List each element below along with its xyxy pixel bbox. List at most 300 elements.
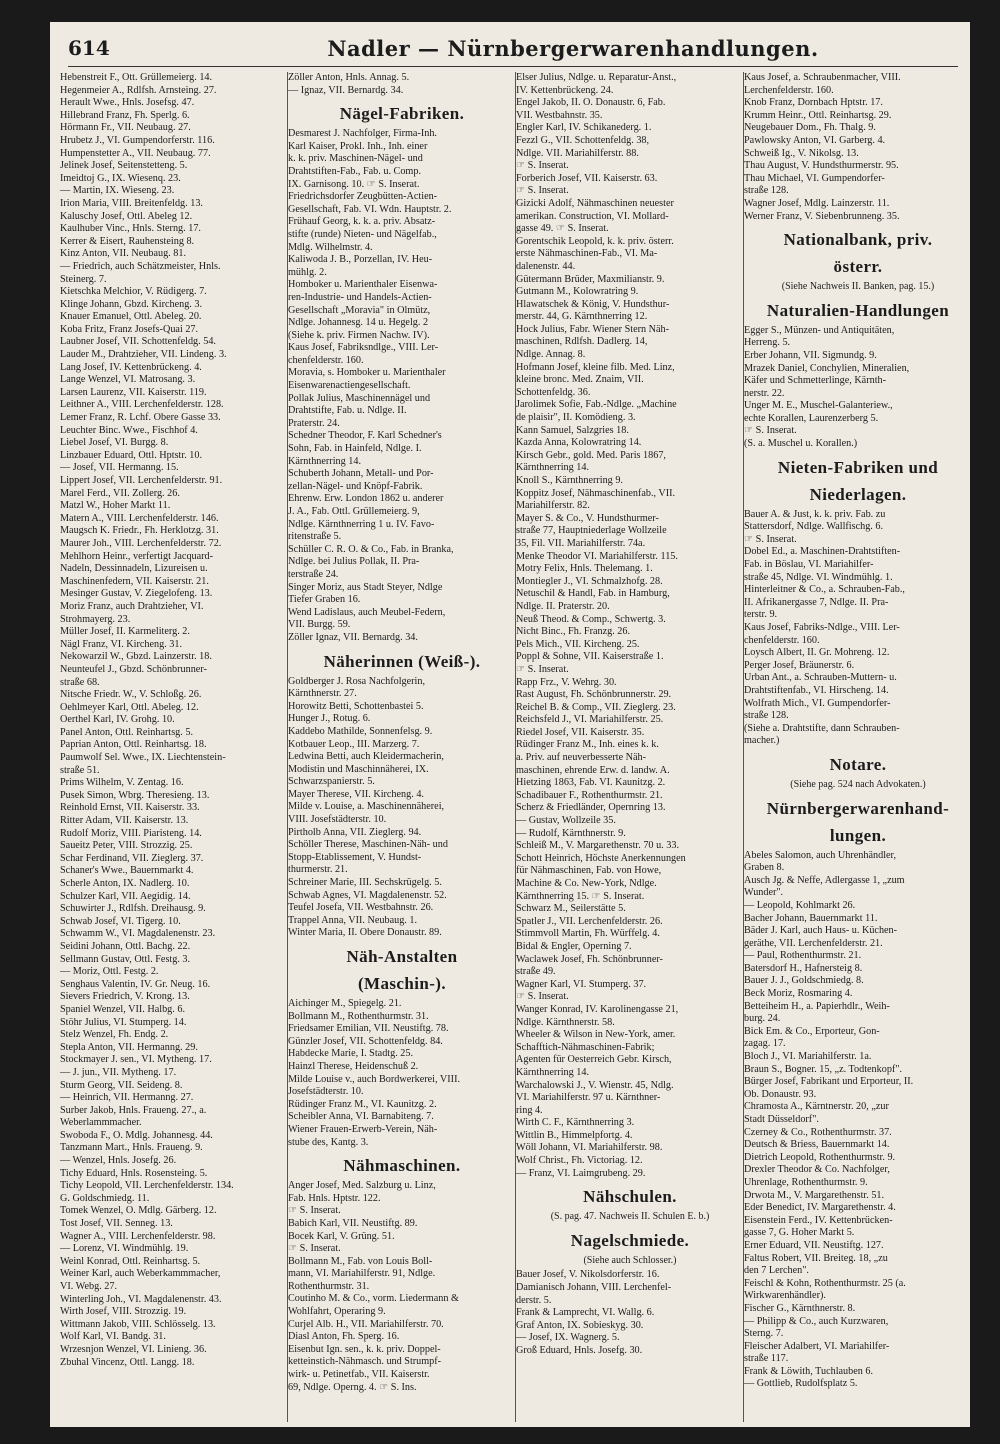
directory-entry: ☞ S. Inserat. bbox=[744, 425, 797, 437]
directory-entry: Jarolimek Sofie, Fab.-Ndlge. „Machine bbox=[516, 399, 677, 411]
directory-entry: Wirth C. F., Kärnthnerring 3. bbox=[516, 1117, 635, 1129]
directory-entry: Schulzer Karl, VII. Aegidig. 14. bbox=[60, 890, 191, 902]
directory-entry: Wanger Konrad, IV. Karolinengasse 21, bbox=[516, 1003, 679, 1015]
directory-entry: straße 51. bbox=[60, 764, 100, 776]
directory-entry: Wheeler & Wilson in New-York, amer. bbox=[516, 1029, 676, 1041]
directory-entry: Dobel Ed., a. Maschinen-Drahtstiften- bbox=[744, 546, 901, 558]
directory-entry: dalenenstr. 44. bbox=[516, 260, 576, 272]
directory-entry: Jelinek Josef, Seitenstetteng. 5. bbox=[60, 160, 188, 172]
directory-entry: Deutsch & Briess, Bauernmarkt 14. bbox=[744, 1139, 890, 1151]
section-heading: Nägel-Fabriken. bbox=[339, 104, 465, 124]
directory-entry: Scherle Anton, IX. Nadlerg. 10. bbox=[60, 878, 190, 889]
directory-entry: Erner Eduard, VII. Neustiftg. 127. bbox=[744, 1239, 884, 1251]
directory-entry: Desmarest J. Nachfolger, Firma-Inh. bbox=[288, 128, 437, 140]
directory-entry: Schar Ferdinand, VII. Zieglerg. 37. bbox=[60, 852, 204, 864]
directory-entry: — Rudolf, Kärnthnerstr. 9. bbox=[516, 827, 626, 839]
directory-entry: Stockmayer J. sen., VI. Mytheng. 17. bbox=[60, 1054, 212, 1066]
directory-entry: Beck Moriz, Rosmaring 4. bbox=[744, 988, 853, 1000]
directory-entry: Lippert Josef, VII. Lerchenfelderstr. 91. bbox=[60, 475, 223, 486]
directory-entry: Schwarzspanierstr. 5. bbox=[288, 776, 375, 788]
directory-entry: Engler Karl, IV. Schikanederg. 1. bbox=[516, 122, 652, 134]
directory-page bbox=[50, 22, 970, 1427]
directory-entry: Ndlge. Johannesg. 14 u. Hegelg. 2 bbox=[288, 317, 429, 329]
directory-entry: Gizicki Adolf, Nähmaschinen neuester bbox=[516, 197, 674, 209]
directory-entry: Fischer G., Kärnthnerstr. 8. bbox=[744, 1302, 856, 1314]
directory-entry: — Wenzel, Hnls. Josefg. 26. bbox=[60, 1155, 177, 1167]
directory-entry: Irion Maria, VIII. Breitenfeldg. 13. bbox=[60, 197, 203, 209]
directory-entry: Babich Karl, VII. Neustiftg. 89. bbox=[288, 1217, 418, 1229]
directory-entry: — Philipp & Co., auch Kurzwaren, bbox=[744, 1315, 889, 1327]
directory-entry: Ndlge. Annag. 8. bbox=[516, 349, 586, 361]
directory-entry: Bacher Johann, Bauernmarkt 11. bbox=[744, 912, 878, 924]
directory-entry: Bauer J. J., Goldschmiedg. 8. bbox=[744, 975, 864, 987]
directory-entry: straße 128. bbox=[744, 185, 789, 197]
directory-entry: Drexler Theodor & Co. Nachfolger, bbox=[744, 1164, 890, 1176]
directory-entry: Zöller Anton, Hnls. Annag. 5. bbox=[288, 72, 410, 83]
directory-entry: Drwota M., V. Margarethenstr. 51. bbox=[744, 1189, 885, 1201]
directory-entry: Weberlammmacher. bbox=[60, 1117, 142, 1129]
directory-entry: Schafftich-Nähmaschinen-Fabrik; bbox=[516, 1041, 655, 1053]
directory-entry: straße 128. bbox=[744, 710, 789, 722]
directory-entry: Schüller C. R. O. & Co., Fab. in Branka, bbox=[288, 543, 454, 555]
directory-entry: ring 4. bbox=[516, 1104, 543, 1116]
directory-entry: Damianisch Johann, VIII. Lerchenfel- bbox=[516, 1282, 672, 1294]
directory-entry: Krumm Heinr., Ottl. Reinhartsg. 29. bbox=[744, 109, 892, 121]
directory-entry: VII. Westbahnstr. 35. bbox=[516, 109, 603, 121]
directory-entry: Tichy Eduard, Hnls. Rosensteing. 5. bbox=[60, 1167, 208, 1179]
directory-entry: ☞ S. Inserat. bbox=[516, 160, 569, 172]
directory-entry: Scherz & Friedländer, Opernring 13. bbox=[516, 802, 666, 814]
directory-entry: Lange Wenzel, VI. Matrosang. 3. bbox=[60, 374, 196, 386]
directory-entry: Mrazek Daniel, Conchylien, Mineralien, bbox=[744, 362, 910, 374]
directory-entry: (Siehe k. priv. Firmen Nachw. IV). bbox=[288, 329, 430, 341]
cross-reference-note: (S. pag. 47. Nachweis II. Schulen E. b.) bbox=[550, 1211, 710, 1223]
directory-entry: ☞ S. Inserat. bbox=[744, 533, 797, 545]
directory-entry: Hegenmeier A., Rdlfsh. Arnsteing. 27. bbox=[60, 84, 217, 96]
directory-entry: Stattersdorf, Ndlge. Wallfischg. 6. bbox=[744, 521, 884, 533]
directory-entry: Schott Heinrich, Höchste Anerkennungen bbox=[516, 852, 686, 864]
directory-entry: Humpenstetter A., VII. Neubaug. 77. bbox=[60, 147, 211, 159]
directory-entry: Oerthel Karl, IV. Grohg. 10. bbox=[60, 714, 175, 726]
directory-entry: Perger Josef, Bräunerstr. 6. bbox=[744, 659, 855, 671]
directory-entry: ketteinstich-Nähmasch. und Strumpf- bbox=[288, 1356, 442, 1368]
directory-entry: — Josef, IX. Wagnerg. 5. bbox=[516, 1332, 620, 1344]
directory-entry: Saueitz Peter, VIII. Strozzig. 25. bbox=[60, 840, 193, 852]
directory-entry: II. Afrikanergasse 7, Ndlge. II. Pra- bbox=[744, 596, 889, 608]
directory-entry: Kietschka Melchior, V. Rüdigerg. 7. bbox=[60, 286, 207, 298]
directory-entry: Sturm Georg, VII. Seideng. 8. bbox=[60, 1079, 183, 1091]
directory-entry: Sellmann Gustav, Ottl. Festg. 3. bbox=[60, 953, 191, 965]
directory-entry: geräthe, VII. Lerchenfelderstr. 21. bbox=[744, 937, 883, 949]
directory-entry: Stöhr Julius, VI. Stumperg. 14. bbox=[60, 1016, 187, 1028]
directory-entry: Kaulhuber Vinc., Hnls. Sterng. 17. bbox=[60, 223, 201, 235]
directory-entry: Ndlge. Kärnthnerstr. 58. bbox=[516, 1016, 615, 1028]
directory-entry: Marel Ferd., VII. Zollerg. 26. bbox=[60, 487, 180, 499]
directory-entry: — Heinrich, VII. Hermanng. 27. bbox=[60, 1092, 194, 1104]
directory-entry: Senghaus Valentin, IV. Gr. Neug. 16. bbox=[60, 978, 211, 990]
directory-entry: Bürger Josef, Fabrikant und Erporteur, II. bbox=[744, 1076, 914, 1088]
directory-entry: Wirkwarenhändler). bbox=[744, 1290, 826, 1302]
directory-entry: Herault Wwe., Hnls. Josefsg. 47. bbox=[60, 97, 195, 109]
directory-entry: Schaner's Wwe., Bauernmarkt 4. bbox=[60, 865, 194, 877]
directory-entry: Horowitz Betti, Schottenbastei 5. bbox=[288, 700, 424, 712]
directory-entry: Gesellschaft, Fab. VI. Wdn. Hauptstr. 2. bbox=[288, 203, 452, 215]
directory-entry: Nitsche Friedr. W., V. Schloßg. 26. bbox=[60, 689, 202, 701]
directory-entry: Fezzl G., VII. Schottenfeldg. 38, bbox=[516, 134, 650, 146]
directory-entry: Ndlge. II. Praterstr. 20. bbox=[516, 600, 610, 612]
directory-entry: wirk- u. Petinetfab., VII. Kaiserstr. bbox=[288, 1369, 430, 1381]
directory-entry: Moravia, s. Homboker u. Marienthaler bbox=[288, 367, 446, 379]
directory-entry: Werner Franz, V. Siebenbrunneng. 35. bbox=[744, 210, 900, 222]
section-heading: Nieten-Fabriken und bbox=[777, 457, 939, 477]
directory-entry: Neugebauer Dom., Fh. Thalg. 9. bbox=[744, 122, 876, 134]
directory-entry: kleine bronc. Med. Znaim, VII. bbox=[516, 374, 644, 386]
directory-entry: Singer Moriz, aus Stadt Steyer, Ndlge bbox=[288, 581, 443, 593]
section-heading: lungen. bbox=[829, 825, 887, 845]
directory-entry: Maurer Joh., VIII. Lerchenfelderstr. 72. bbox=[60, 537, 222, 549]
directory-entry: ☞ S. Inserat. bbox=[516, 991, 569, 1003]
section-heading: Näherinnen (Weiß-). bbox=[323, 651, 481, 671]
directory-entry: Spaniel Wenzel, VII. Halbg. 6. bbox=[60, 1003, 185, 1015]
directory-entry: macher.) bbox=[744, 735, 780, 747]
directory-entry: Hainzl Therese, Heidenschuß 2. bbox=[288, 1060, 419, 1072]
directory-entry: Tiefer Graben 16. bbox=[288, 594, 361, 606]
directory-entry: Ndlge. Kärnthnerring 1 u. IV. Favo- bbox=[288, 518, 435, 530]
directory-entry: Gütermann Brüder, Maxmilianstr. 9. bbox=[516, 273, 665, 285]
directory-entry: Wittlin B., Himmelpfortg. 4. bbox=[516, 1129, 633, 1141]
directory-entry: Stadt Düsseldorf". bbox=[744, 1114, 819, 1125]
directory-entry: — J. jun., VII. Mytheng. 17. bbox=[60, 1066, 177, 1078]
directory-entry: Gorentschik Leopold, k. k. priv. österr. bbox=[516, 235, 674, 247]
section-heading: Nationalbank, priv. bbox=[783, 230, 933, 250]
directory-entry: Müller Josef, II. Karmeliterg. 2. bbox=[60, 626, 190, 638]
directory-entry: — Josef, VII. Hermanng. 15. bbox=[60, 462, 179, 474]
directory-entry: Ritter Adam, VII. Kaiserstr. 13. bbox=[60, 815, 189, 827]
directory-entry: stifte (runde) Nieten- und Nägelfab., bbox=[288, 228, 437, 240]
directory-entry: Drahtstiftenfab., VI. Hirscheng. 14. bbox=[744, 684, 889, 696]
directory-entry: Sohn, Fab. in Hainfeld, Ndlge. I. bbox=[288, 443, 422, 455]
directory-entry: IV. Kettenbrückeng. 24. bbox=[516, 84, 614, 96]
directory-entry: terstraße 24. bbox=[288, 568, 339, 580]
directory-entry: Sterng. 7. bbox=[744, 1328, 784, 1340]
directory-entry: zellan-Nägel- und Knöpf-Fabrik. bbox=[288, 480, 423, 492]
directory-entry: Poppl & Sohne, VII. Kaiserstraße 1. bbox=[516, 651, 664, 663]
directory-entry: Kinz Anton, VII. Neubaug. 81. bbox=[60, 248, 187, 260]
directory-entry: Kärnthnerring 14. bbox=[288, 455, 361, 467]
directory-entry: Thau August, V. Hundsthurmerstr. 95. bbox=[744, 160, 899, 172]
directory-entry: Sievers Friedrich, V. Krong. 13. bbox=[60, 991, 190, 1003]
directory-entry: — Leopold, Kohlmarkt 26. bbox=[744, 899, 856, 911]
directory-entry: Feischl & Kohn, Rothenthurmstr. 25 (a. bbox=[744, 1277, 906, 1289]
directory-entry: burg. 24. bbox=[744, 1013, 781, 1025]
directory-entry: Milde v. Louise, a. Maschinennäherei, bbox=[288, 801, 445, 813]
directory-entry: Karl Kaiser, Prokl. Inh., Inh. einer bbox=[288, 140, 428, 152]
directory-entry: Mariahilferstr. 82. bbox=[516, 500, 590, 512]
directory-entry: Knauer Emanuel, Ottl. Abeleg. 20. bbox=[60, 311, 202, 323]
directory-entry: Kann Samuel, Salzgries 18. bbox=[516, 424, 629, 436]
directory-entry: Kärnthnerring 14. bbox=[516, 1066, 589, 1078]
directory-entry: Homboker u. Marienthaler Eisenwa- bbox=[288, 279, 438, 291]
directory-entry: Strohmayerg. 23. bbox=[60, 613, 131, 625]
directory-entry: Bloch J., VI. Mariahilferstr. 1a. bbox=[744, 1051, 872, 1063]
directory-entry: Tomek Wenzel, O. Mdlg. Gärberg. 12. bbox=[60, 1205, 217, 1217]
directory-entry: Scheibler Anna, VI. Barnabiteng. 7. bbox=[288, 1111, 434, 1123]
directory-entry: gasse 49. ☞ S. Inserat. bbox=[516, 223, 609, 235]
directory-entry: Habdecke Marie, I. Stadtg. 25. bbox=[288, 1048, 414, 1060]
directory-entry: merstr. 44, G. Kärnthnerring 12. bbox=[516, 311, 648, 323]
directory-entry: erste Nähmaschinen-Fab., VI. Ma- bbox=[516, 248, 658, 260]
directory-entry: Stimmvoll Martin, Fh. Würffelg. 4. bbox=[516, 928, 660, 940]
directory-entry: Hillebrand Franz, Fh. Sperlg. 6. bbox=[60, 109, 190, 121]
column-4 bbox=[744, 72, 972, 1422]
directory-entry: k. k. priv. Maschinen-Nägel- und bbox=[288, 153, 423, 165]
directory-entry: Teufel Josefa, VII. Westbahnstr. 26. bbox=[288, 902, 434, 914]
section-heading: Nürnbergerwarenhand- bbox=[766, 798, 950, 818]
directory-entry: Drahtstifte, Fab. u. Ndlge. II. bbox=[288, 405, 407, 417]
directory-entry: ☞ S. Inserat. bbox=[288, 1243, 341, 1255]
directory-entry: Rapp Frz., V. Wehrg. 30. bbox=[516, 676, 617, 688]
directory-entry: Eisenwarenactiengesellschaft. bbox=[288, 380, 411, 392]
directory-entry: Eisenstein Ferd., IV. Kettenbrücken- bbox=[744, 1214, 893, 1226]
directory-entry: Lauder M., Drahtzieher, VII. Lindeng. 3. bbox=[60, 349, 227, 361]
directory-entry: Oehlmeyer Karl, Ottl. Abeleg. 12. bbox=[60, 701, 199, 713]
directory-entry: Schweiß Ig., V. Nikolsg. 13. bbox=[744, 147, 859, 159]
directory-entry: Günzler Josef, VII. Schottenfeldg. 84. bbox=[288, 1035, 443, 1047]
directory-entry: Wirth Josef, VIII. Strozzig. 19. bbox=[60, 1306, 187, 1318]
directory-entry: Kaus Josef, Fabriks-Ndlge., VIII. Ler- bbox=[744, 622, 900, 633]
directory-entry: nerstr. 22. bbox=[744, 387, 785, 399]
directory-entry: Bidal & Engler, Operning 7. bbox=[516, 940, 632, 952]
directory-entry: Mayer Therese, VII. Kircheng. 4. bbox=[288, 788, 424, 800]
directory-entry: Wolfrath Mich., VI. Gumpendorfer- bbox=[744, 697, 891, 709]
directory-entry: den 7 Lerchen". bbox=[744, 1265, 809, 1277]
directory-entry: Montiegler J., VI. Schmalzhofg. 28. bbox=[516, 575, 663, 587]
directory-entry: Fleischer Adalbert, VI. Mariahilfer- bbox=[744, 1340, 890, 1352]
column-1 bbox=[60, 72, 288, 1422]
section-heading: Nähmaschinen. bbox=[343, 1156, 461, 1176]
directory-entry: Reichsfeld J., VI. Mariahilferstr. 25. bbox=[516, 714, 664, 726]
directory-entry: gasse 7, G. Hoher Markt 5. bbox=[744, 1227, 855, 1239]
directory-entry: 69, Ndlge. Operng. 4. ☞ S. Ins. bbox=[288, 1381, 417, 1393]
directory-entry: VIII. Josefstädterstr. 10. bbox=[288, 814, 387, 826]
directory-entry: ☞ S. Inserat. bbox=[516, 185, 569, 197]
directory-entry: Spatler J., VII. Lerchenfelderstr. 26. bbox=[516, 915, 663, 927]
directory-entry: Laubner Josef, VII. Schottenfeldg. 54. bbox=[60, 336, 216, 348]
directory-entry: Kaddebo Mathilde, Sonnenfelsg. 9. bbox=[288, 725, 433, 737]
directory-entry: Wrzesnjon Wenzel, VI. Linieng. 36. bbox=[60, 1343, 207, 1355]
running-title: Nadler — Nürnbergerwarenhandlungen. bbox=[327, 36, 819, 61]
directory-entry: für Nähmaschinen, Fab. von Howe, bbox=[516, 865, 662, 877]
directory-entry: Bauer A. & Just, k. k. priv. Fab. zu bbox=[744, 508, 886, 520]
directory-entry: ren-Industrie- und Handels-Actien- bbox=[288, 291, 432, 303]
directory-entry: Winterling Joh., VI. Magdalenenstr. 43. bbox=[60, 1293, 222, 1305]
section-heading: Nagelschmiede. bbox=[570, 1230, 690, 1250]
directory-entry: Stepla Anton, VII. Hermanng. 29. bbox=[60, 1041, 198, 1053]
directory-entry: Faltus Robert, VII. Breiteg. 18, „zu bbox=[744, 1252, 888, 1264]
directory-entry: Egger S., Münzen- und Antiquitäten, bbox=[744, 324, 895, 336]
directory-entry: Tanzmann Mart., Hnls. Fraueng. 9. bbox=[60, 1142, 203, 1154]
directory-entry: Frank & Lamprecht, VI. Wallg. 6. bbox=[516, 1307, 655, 1319]
directory-entry: (S. a. Muschel u. Korallen.) bbox=[744, 438, 858, 450]
directory-entry: de plaisir", II. Komödieng. 3. bbox=[516, 412, 636, 424]
directory-entry: Hietzing 1863, Fab. VI. Kaunitzg. 2. bbox=[516, 777, 666, 789]
directory-entry: Braun S., Bogner. 15, „z. Todtenkopf". bbox=[744, 1063, 903, 1075]
directory-entry: Neuß Theod. & Comp., Schwertg. 3. bbox=[516, 613, 666, 625]
directory-entry: stube des, Kantg. 3. bbox=[288, 1136, 369, 1148]
directory-entry: Bauer Josef, V. Nikolsdorferstr. 16. bbox=[516, 1269, 660, 1281]
directory-entry: Pawlowsky Anton, VI. Garberg. 4. bbox=[744, 134, 886, 146]
directory-entry: Mayer S. & Co., V. Hundsthurmer- bbox=[516, 512, 659, 524]
directory-entry: — Martin, IX. Wieseng. 23. bbox=[60, 185, 175, 197]
section-heading: Niederlagen. bbox=[809, 484, 907, 504]
directory-entry: Ledwina Betti, auch Kleidermacherin, bbox=[288, 751, 444, 763]
directory-entry: Thau Michael, VI. Gumpendorfer- bbox=[744, 172, 885, 184]
directory-entry: Rast August, Fh. Schönbrunnerstr. 29. bbox=[516, 689, 672, 701]
directory-entry: — Paul, Rothenthurmstr. 21. bbox=[744, 950, 862, 962]
directory-entry: Wagner Josef, Mdlg. Lainzerstr. 11. bbox=[744, 197, 890, 209]
page-number: 614 bbox=[68, 36, 110, 60]
directory-entry: Goldberger J. Rosa Nachfolgerin, bbox=[288, 675, 426, 687]
directory-entry: Schottenfeldg. 36. bbox=[516, 386, 591, 398]
directory-entry: Friedrichsdorfer Zeugbütten-Actien- bbox=[288, 191, 438, 203]
directory-entry: Matern A., VIII. Lerchenfelderstr. 146. bbox=[60, 512, 219, 524]
directory-entry: straße 68. bbox=[60, 676, 100, 688]
section-heading: Nähschulen. bbox=[583, 1187, 677, 1207]
directory-entry: Kaliwoda J. B., Porzellan, IV. Heu- bbox=[288, 254, 433, 266]
directory-entry: Dietrich Leopold, Rothenthurmstr. 9. bbox=[744, 1151, 896, 1163]
directory-entry: Winter Maria, II. Obere Donaustr. 89. bbox=[288, 927, 442, 939]
directory-entry: Czerney & Co., Rothenthurmstr. 37. bbox=[744, 1126, 892, 1138]
directory-entry: Wiener Frauen-Erwerb-Verein, Näh- bbox=[288, 1123, 438, 1135]
directory-entry: Ausch Jg. & Neffe, Adlergasse 1, „zum bbox=[744, 874, 905, 886]
directory-entry: Kotbauer Leop., III. Marzerg. 7. bbox=[288, 738, 420, 750]
column-2 bbox=[288, 72, 516, 1422]
directory-entry: Lemer Franz, R. Lchf. Obere Gasse 33. bbox=[60, 412, 221, 424]
directory-entry: chenfelderstr. 160. bbox=[744, 634, 820, 646]
directory-entry: straße 77, Hauptniederlage Wollzeile bbox=[516, 525, 667, 537]
directory-entry: Herreng. 5. bbox=[744, 337, 791, 349]
directory-entry: ☞ S. Inserat. bbox=[516, 663, 569, 675]
directory-entry: Wagner Karl, VI. Stumperg. 37. bbox=[516, 978, 647, 990]
directory-entry: Paumwolf Sel. Wwe., IX. Liechtenstein- bbox=[60, 752, 226, 764]
section-heading: Notare. bbox=[829, 754, 887, 774]
directory-entry: Frank & Löwith, Tuchlauben 6. bbox=[744, 1365, 874, 1377]
directory-entry: Hunger J., Rotug. 6. bbox=[288, 713, 371, 725]
directory-entry: 35, Fil. VII. Mariahilferstr. 74a. bbox=[516, 537, 646, 549]
directory-entry: Reichel B. & Comp., VII. Zieglerg. 23. bbox=[516, 701, 676, 713]
directory-entry: Moriz Franz, auch Drahtzieher, VI. bbox=[60, 600, 204, 612]
directory-entry: thurmerstr. 21. bbox=[288, 864, 348, 876]
directory-entry: Ndlge. VII. Mariahilferstr. 88. bbox=[516, 147, 639, 159]
directory-entry: Schleiß M., V. Margarethenstr. 70 u. 33. bbox=[516, 840, 679, 852]
directory-entry: Gutmann M., Kolowratring 9. bbox=[516, 286, 639, 298]
directory-entry: — Moriz, Ottl. Festg. 2. bbox=[60, 966, 159, 978]
text-columns bbox=[60, 72, 970, 1422]
directory-entry: Nadeln, Dessinnadeln, Lizureisen u. bbox=[60, 563, 208, 575]
directory-entry: Pollak Julius, Maschinennägel und bbox=[288, 392, 431, 404]
directory-entry: Steinerg. 7. bbox=[60, 273, 107, 285]
directory-entry: VII. Burgg. 59. bbox=[288, 619, 351, 631]
directory-entry: Gesellschaft „Moravia" in Olmütz, bbox=[288, 304, 431, 316]
directory-entry: Abeles Salomon, auch Uhrenhändler, bbox=[744, 849, 897, 861]
directory-entry: terstr. 9. bbox=[744, 609, 778, 621]
directory-entry: Waclawek Josef, Fh. Schönbrunner- bbox=[516, 953, 663, 965]
directory-entry: Aichinger M., Spiegelg. 21. bbox=[288, 998, 402, 1009]
directory-entry: Pusek Simon, Wbrg. Theresieng. 13. bbox=[60, 789, 210, 801]
directory-entry: Nekowarzil W., Gbzd. Lainzerstr. 18. bbox=[60, 651, 212, 663]
directory-entry: Panel Anton, Ottl. Reinhartsg. 5. bbox=[60, 726, 193, 738]
directory-entry: Imeidtoj G., IX. Wiesenq. 23. bbox=[60, 172, 181, 184]
directory-entry: straße 45, Ndlge. VI. Windmühlg. 1. bbox=[744, 571, 893, 583]
directory-entry: Kirsch Gebr., gold. Med. Paris 1867, bbox=[516, 449, 666, 461]
directory-entry: Friedsamer Emilian, VII. Neustiftg. 78. bbox=[288, 1023, 449, 1035]
directory-entry: Klinge Johann, Gbzd. Kircheng. 3. bbox=[60, 298, 203, 310]
directory-entry: Nägl Franz, VI. Kircheng. 31. bbox=[60, 638, 183, 650]
directory-entry: Pels Mich., VII. Kircheng. 25. bbox=[516, 638, 640, 650]
directory-entry: G. Goldschmiedg. 11. bbox=[60, 1192, 150, 1204]
directory-entry: Prims Wilhelm, V. Zentag. 16. bbox=[60, 777, 184, 789]
directory-entry: Larsen Laurenz, VII. Kaiserstr. 119. bbox=[60, 386, 207, 398]
directory-entry: Weiner Karl, auch Weberkammmacher, bbox=[60, 1268, 221, 1280]
cross-reference-note: (Siehe pag. 524 nach Advokaten.) bbox=[790, 778, 926, 790]
directory-entry: — Lorenz, VI. Windmühlg. 19. bbox=[60, 1243, 189, 1255]
directory-entry: Uhrenlage, Rothenthurmstr. 9. bbox=[744, 1176, 868, 1188]
directory-entry: Kärnthnerring 15. ☞ S. Inserat. bbox=[516, 890, 645, 902]
directory-entry: Kärnthnerring 14. bbox=[516, 462, 589, 474]
directory-entry: Surber Jakob, Hnls. Fraueng. 27., a. bbox=[60, 1104, 207, 1116]
directory-entry: Bäder J. Karl, auch Haus- u. Küchen- bbox=[744, 925, 898, 937]
directory-entry: maschinen, Rdlfsh. Dadlerg. 14, bbox=[516, 336, 648, 348]
directory-entry: Matzl W., Hoher Markt 11. bbox=[60, 500, 171, 512]
directory-entry: Milde Louise v., auch Bordwerkerei, VIII. bbox=[288, 1073, 461, 1085]
directory-entry: Schuberth Johann, Metall- und Por- bbox=[288, 468, 434, 480]
directory-entry: Rüdinger Franz M., VI. Kaunitzg. 2. bbox=[288, 1098, 437, 1110]
directory-entry: Lerchenfelderstr. 160. bbox=[744, 84, 834, 96]
directory-entry: Hebenstreit F., Ott. Grüllemeierg. 14. bbox=[60, 72, 213, 83]
directory-entry: Riedel Josef, VII. Kaiserstr. 35. bbox=[516, 726, 645, 738]
directory-entry: amerikan. Construction, VI. Mollard- bbox=[516, 210, 669, 222]
directory-entry: Hofmann Josef, kleine filb. Med. Linz, bbox=[516, 361, 675, 373]
directory-entry: Rudolf Moriz, VIII. Piaristeng. 14. bbox=[60, 827, 202, 839]
directory-entry: Swoboda F., O. Mdlg. Johannesg. 44. bbox=[60, 1129, 213, 1141]
directory-entry: Eder Benedict, IV. Margarethenstr. 4. bbox=[744, 1202, 896, 1214]
section-heading: österr. bbox=[833, 257, 883, 277]
directory-entry: Tost Josef, VII. Senneg. 13. bbox=[60, 1218, 173, 1230]
directory-entry: Ndlge. bei Julius Pollak, II. Pra- bbox=[288, 556, 420, 568]
directory-entry: mühlg. 2. bbox=[288, 266, 327, 278]
column-3 bbox=[516, 72, 744, 1422]
directory-entry: Motry Felix, Hnls. Thelemang. 1. bbox=[516, 563, 653, 575]
directory-entry: Schöller Therese, Maschinen-Näh- und bbox=[288, 839, 448, 851]
directory-entry: a. Priv. auf neuverbesserte Näh- bbox=[516, 752, 647, 764]
directory-entry: Anger Josef, Med. Salzburg u. Linz, bbox=[288, 1180, 436, 1192]
directory-entry: Knoll S., Kärnthnerring 9. bbox=[516, 475, 623, 486]
directory-entry: Pirtholb Anna, VII. Zieglerg. 94. bbox=[288, 826, 422, 838]
directory-entry: Nicht Binc., Fh. Franzg. 26. bbox=[516, 626, 631, 638]
directory-entry: Bollmann M., Fab. von Louis Boll- bbox=[288, 1255, 433, 1267]
directory-entry: Unger M. E., Muschel-Galanteriew., bbox=[744, 400, 893, 412]
directory-entry: Zbuhal Vincenz, Ottl. Langg. 18. bbox=[60, 1356, 195, 1368]
directory-entry: Schadibauer F., Rothenthurmstr. 21. bbox=[516, 789, 663, 801]
directory-entry: Hinterleitner & Co., a. Schrauben-Fab., bbox=[744, 584, 905, 596]
directory-entry: ☞ S. Inserat. bbox=[288, 1205, 341, 1217]
directory-entry: Maschinenfedern, VII. Kaiserstr. 21. bbox=[60, 575, 209, 587]
directory-entry: Batersdorf H., Hafnersteig 8. bbox=[744, 962, 863, 974]
directory-entry: Mesinger Gustav, V. Ziegelofeng. 13. bbox=[60, 588, 213, 600]
directory-entry: Schwamm W., VI. Magdalenenstr. 23. bbox=[60, 928, 216, 940]
directory-entry: Warchalowski J., V. Wienstr. 45, Ndlg. bbox=[516, 1079, 674, 1091]
directory-entry: Menke Theodor VI. Mariahilferstr. 115. bbox=[516, 550, 678, 562]
